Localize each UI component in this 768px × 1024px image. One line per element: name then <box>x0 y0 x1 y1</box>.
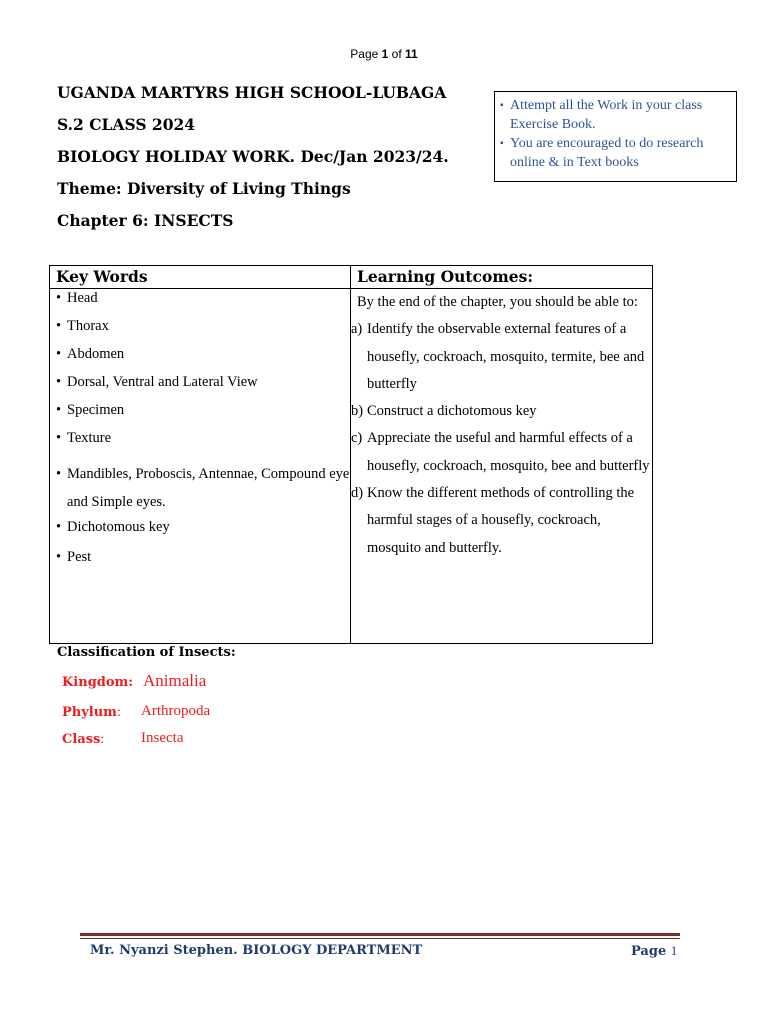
chapter-title: Chapter 6: INSECTS <box>57 211 234 230</box>
holiday-work-title: BIOLOGY HOLIDAY WORK. Dec/Jan 2023/24. <box>57 147 449 166</box>
footer-page <box>631 943 677 959</box>
footer-author: Mr. Nyanzi Stephen. BIOLOGY DEPARTMENT <box>90 943 423 958</box>
page-prefix: Page <box>350 47 382 61</box>
instructions-box <box>494 91 737 182</box>
bullet-icon: • <box>56 402 62 418</box>
outcome-text: Construct a dichotomous key <box>367 403 537 420</box>
learning-outcomes-header: Learning Outcomes: <box>351 266 653 289</box>
bullet-icon: • <box>56 290 62 306</box>
outcome-text: Appreciate the useful and harmful effects of a housefly, cockroach, mosquito, bee and butterfly <box>367 430 650 474</box>
school-name: UGANDA MARTYRS HIGH SCHOOL-LUBAGA <box>57 83 447 102</box>
page-number-top <box>0 47 768 61</box>
outcome-label: b) <box>351 403 364 420</box>
class-label: Class <box>62 732 101 747</box>
theme-title: Theme: Diversity of Living Things <box>57 179 351 198</box>
bullet-icon: • <box>56 346 62 362</box>
key-word-text: Dichotomous key <box>67 519 170 535</box>
key-word-item <box>56 429 350 458</box>
bullet-icon: • <box>56 374 62 390</box>
key-word-text: Specimen <box>67 402 125 418</box>
key-word-item <box>56 289 350 317</box>
bullet-icon: • <box>56 549 62 565</box>
key-word-text: Mandibles, Proboscis, Antennae, Compound eye and Simple eyes. <box>67 466 350 510</box>
instruction-item <box>500 96 730 134</box>
key-words-header: Key Words <box>50 266 351 289</box>
page-current: 1 <box>381 47 389 61</box>
bullet-icon: ▪ <box>500 100 504 111</box>
footer-page-number: 1 <box>670 943 678 958</box>
instruction-text: Attempt all the Work in your class Exercise Book. <box>510 98 703 132</box>
phylum-row <box>62 703 211 721</box>
key-word-item <box>56 518 350 548</box>
bullet-icon: • <box>56 519 62 535</box>
footer-rule <box>80 933 680 936</box>
class-row <box>62 730 184 748</box>
bullet-icon: • <box>56 318 62 334</box>
class-sep: : <box>100 732 105 747</box>
key-word-item <box>56 458 350 518</box>
key-word-item <box>56 401 350 429</box>
outcome-label: d) <box>351 485 364 502</box>
outcome-text: Identify the observable external features of a housefly, cockroach, mosquito, termite, bee and butterfly <box>367 321 645 392</box>
phylum-sep: : <box>116 705 121 720</box>
learning-outcomes-cell <box>351 289 653 644</box>
outcome-item <box>351 398 652 425</box>
page-of: of <box>388 47 406 61</box>
key-words-cell <box>50 289 351 644</box>
outcome-label: a) <box>351 321 363 338</box>
kingdom-label: Kingdom: <box>62 675 134 690</box>
key-word-text: Pest <box>67 549 92 565</box>
phylum-value: Arthropoda <box>141 703 211 719</box>
key-word-text: Head <box>67 290 98 306</box>
outcomes-intro: By the end of the chapter, you should be able to: <box>357 294 638 310</box>
key-word-text: Abdomen <box>67 346 125 362</box>
key-word-item <box>56 317 350 345</box>
bullet-icon: • <box>56 430 62 446</box>
kingdom-row <box>62 671 207 691</box>
key-word-item <box>56 548 350 576</box>
bullet-icon: • <box>56 466 62 482</box>
key-word-text: Dorsal, Ventral and Lateral View <box>67 374 258 390</box>
page-total: 11 <box>405 47 418 61</box>
outcome-item <box>351 425 652 480</box>
key-word-item <box>56 345 350 373</box>
kingdom-value: Animalia <box>143 671 207 690</box>
phylum-label: Phylum <box>62 705 117 720</box>
outcome-text: Know the different methods of controlling the harmful stages of a housefly, cockroach, mosquito and butterfly. <box>367 485 635 556</box>
key-word-text: Texture <box>67 430 112 446</box>
key-word-item <box>56 373 350 401</box>
outcome-item <box>351 316 652 398</box>
key-words-table <box>49 265 653 644</box>
class-title: S.2 CLASS 2024 <box>57 115 196 134</box>
bullet-icon: ▪ <box>500 138 504 149</box>
outcome-label: c) <box>351 430 363 447</box>
instruction-item <box>500 134 730 172</box>
key-word-text: Thorax <box>67 318 109 334</box>
outcome-item <box>351 480 652 562</box>
class-value: Insecta <box>141 730 184 746</box>
footer-rule-thin <box>80 938 680 939</box>
instruction-text: You are encouraged to do research online & in Text books <box>510 136 704 170</box>
footer-page-label: Page <box>631 944 667 959</box>
classification-title: Classification of Insects: <box>57 645 236 660</box>
